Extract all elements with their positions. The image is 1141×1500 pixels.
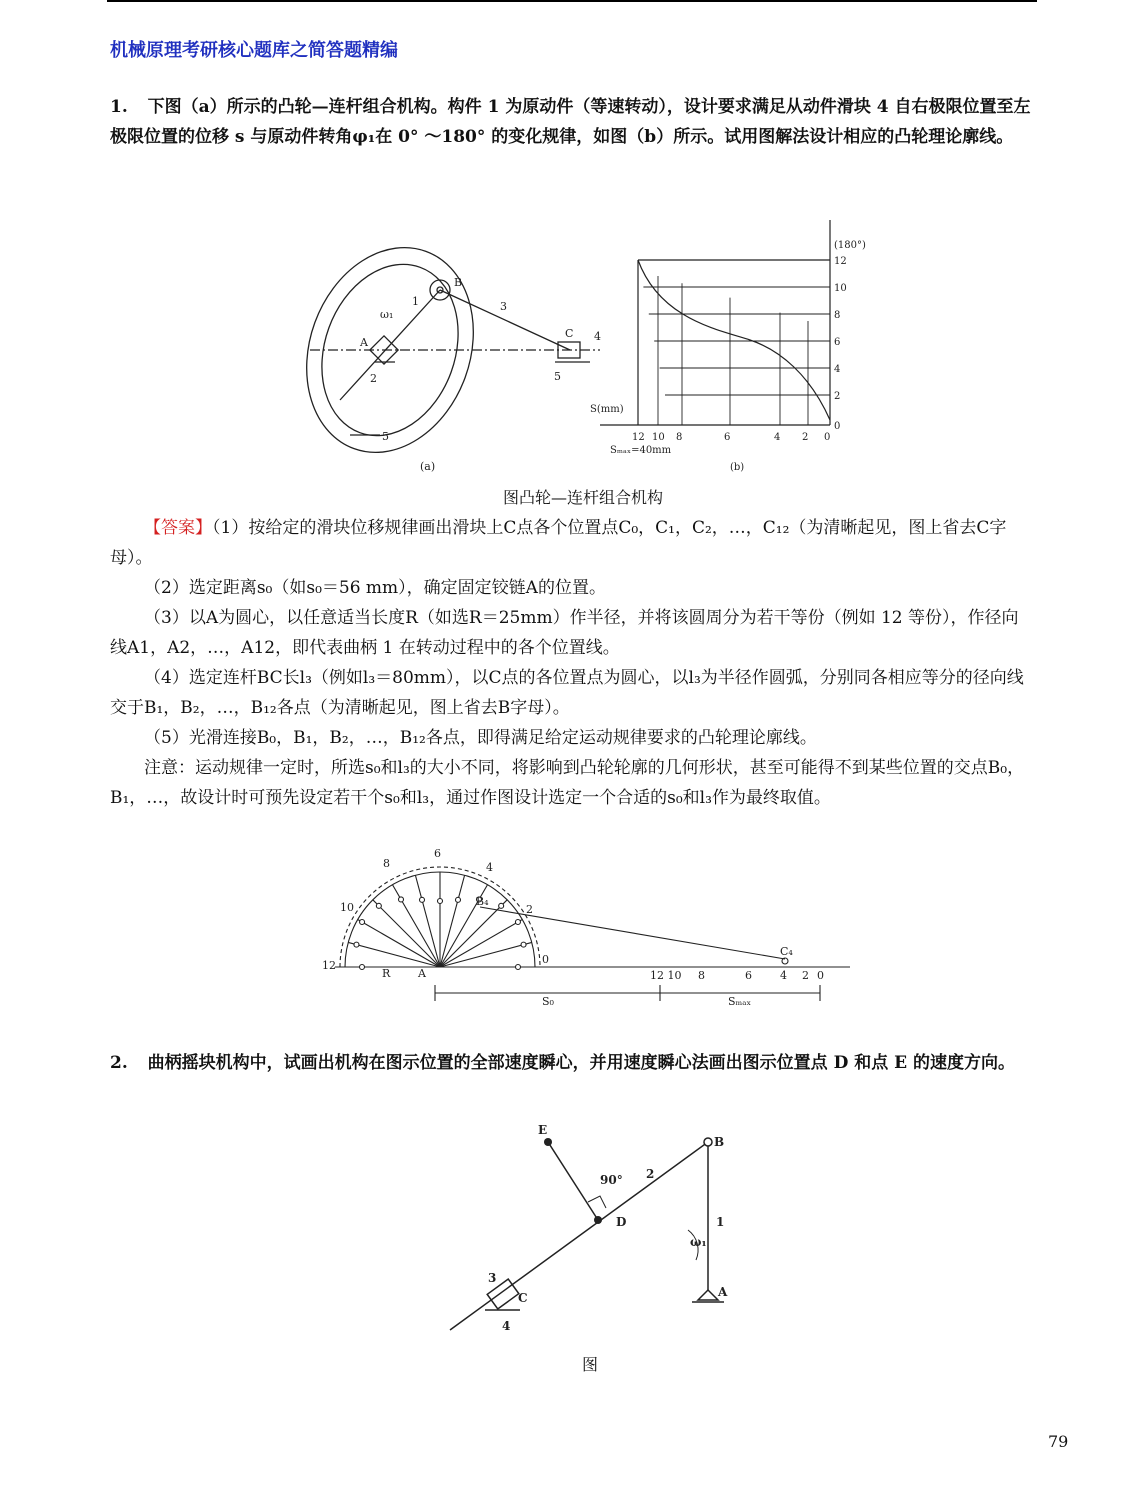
top-rule: [107, 0, 1037, 2]
answer-step-5: （5）光滑连接B₀，B₁，B₂，…，B₁₂各点，即得满足给定运动规律要求的凸轮理论廓线。: [144, 728, 817, 748]
fig2-cam-point: [499, 903, 504, 908]
fig2-label-2: 2: [526, 903, 533, 916]
answer-step-2: （2）选定距离s₀（如s₀＝56 mm），确定固定铰链A的位置。: [144, 578, 606, 598]
fig2-cam-point: [438, 899, 443, 904]
fig1-x-tick: 12: [632, 432, 645, 443]
fig2-label-A: A: [418, 967, 426, 980]
fig1-y-tick: 12: [834, 256, 847, 267]
fig1-y-tick: 2: [834, 391, 841, 402]
fig2-tick-4: 4: [780, 969, 787, 982]
fig2-ray: [348, 942, 440, 967]
fig1-x-tick: 0: [824, 432, 831, 443]
fig1-x-tick: 8: [676, 432, 683, 443]
fig1-label-4: 4: [594, 330, 601, 343]
question-1-number: 1.: [110, 97, 128, 117]
answer-step-1: （1）按给定的滑块位移规律画出滑块上C点各个位置点C₀，C₁，C₂，…，C₁₂（为清晰起见，图上省去C字母）。: [110, 518, 1007, 568]
fig1-label-A: A: [360, 336, 368, 349]
answer-tag: 【答案】: [144, 518, 212, 538]
fig1-label-5b: 5: [382, 430, 389, 443]
fig2-tick-6: 6: [745, 969, 752, 982]
fig2-cam-point: [515, 920, 520, 925]
answer-block: [110, 513, 1035, 813]
fig2-cam-point: [360, 920, 365, 925]
fig1-s-label: S(mm): [590, 404, 624, 415]
fig2-label-10: 10: [340, 901, 354, 914]
fig1-y-tick: 8: [834, 310, 841, 321]
fig2-label-12: 12: [322, 959, 336, 972]
fig2-label-6: 6: [434, 847, 441, 860]
answer-note: 注意：运动规律一定时，所选s₀和l₃的大小不同，将影响到凸轮轮廓的几何形状，甚至可能得不到某些位置的交点B₀，B₁，…，故设计时可预先设定若干个s₀和l₃，通过作图设计选定一个合适的s₀和l₃作为最终取值。: [110, 758, 1025, 808]
fig2-cam-point: [376, 903, 381, 908]
fig3-label-D: D: [616, 1215, 627, 1229]
fig1-label-B: B: [454, 276, 463, 289]
fig2-cam-point: [521, 942, 526, 947]
fig3-label-4: 4: [502, 1319, 511, 1333]
fig3-label-1: 1: [716, 1215, 725, 1229]
fig3-label-B: B: [714, 1135, 725, 1149]
fig1-x-tick: 4: [774, 432, 781, 443]
fig2-tick-12-10: 12 10: [650, 969, 682, 982]
question-1-text: 下图（a）所示的凸轮—连杆组合机构。构件 1 为原动件（等速转动），设计要求满足从动件滑块 4 自右极限位置至左极限位置的位移 s 与原动件转角φ₁在 0° ～180° 的变化规律，如图（b）所示。试用图解法设计相应的凸轮理论廓线。: [110, 97, 1031, 147]
fig2-label-B4: B₄: [476, 895, 489, 908]
question-2-text: 曲柄摇块机构中，试画出机构在图示位置的全部速度瞬心，并用速度瞬心法画出图示位置点 D 和点 E 的速度方向。: [147, 1053, 1016, 1073]
fig2-label-R: R: [382, 967, 391, 980]
fig1-label-C: C: [565, 327, 574, 340]
question-2: [110, 1048, 1035, 1078]
fig3-label-E: E: [538, 1123, 548, 1137]
fig2-cam-point: [399, 897, 404, 902]
answer-step-4: （4）选定连杆BC长l₃（例如l₃＝80mm），以C点的各位置点为圆心，以l₃为半径作圆弧，分别同各相应等分的径向线交于B₁，B₂，…，B₁₂各点（为清晰起见，图上省去B字母）。: [110, 668, 1024, 718]
figure-1-caption: 图凸轮—连杆组合机构: [503, 488, 664, 507]
fig2-smax: Sₘₐₓ: [728, 995, 752, 1008]
fig1-caption-a: (a): [420, 460, 436, 473]
fig2-cam-point: [360, 965, 365, 970]
fig3-label-3: 3: [488, 1271, 497, 1285]
fig1-caption-b: (b): [730, 462, 745, 473]
fig1-y-tick: 4: [834, 364, 841, 375]
question-1: [110, 92, 1035, 152]
fig1-y-tick: 0: [834, 421, 841, 432]
fig1-axis-top: (180°): [834, 240, 866, 251]
fig3-label-omega: ω₁: [690, 1235, 707, 1249]
figure-1-cam-linkage: [300, 210, 900, 485]
fig3-label-2: 2: [646, 1167, 655, 1181]
fig1-label-2: 2: [370, 372, 377, 385]
answer-step-3: （3）以A为圆心，以任意适当长度R（如选R＝25mm）作半径，并将该圆周分为若干等份（例如 12 等份），作径向线A1，A2，…，A12，即代表曲柄 1 在转动过程中的各个位置线。: [110, 608, 1019, 658]
fig1-label-3: 3: [500, 300, 507, 313]
fig1-label-1: 1: [412, 295, 419, 308]
fig2-label-0: 0: [542, 953, 549, 966]
fig1-label-5a: 5: [554, 370, 561, 383]
fig1-x-tick: 6: [724, 432, 731, 443]
fig3-label-90: 90°: [600, 1173, 623, 1187]
fig2-tick-2: 2: [802, 969, 809, 982]
fig2-ray: [440, 942, 532, 967]
fig1-smax: Sₘₐₓ=40mm: [610, 445, 672, 456]
figure-2-construction: [320, 845, 860, 1020]
page-header: 机械原理考研核心题库之简答题精编: [110, 40, 398, 61]
figure-3-caption: 图: [582, 1355, 599, 1374]
fig2-label-8: 8: [383, 857, 390, 870]
page-number: 79: [1048, 1432, 1069, 1451]
fig1-y-tick: 6: [834, 337, 841, 348]
fig1-x-tick: 10: [652, 432, 665, 443]
fig1-x-tick: 2: [802, 432, 809, 443]
fig2-s0: S₀: [542, 995, 554, 1008]
fig2-cam-point: [455, 897, 460, 902]
question-2-number: 2.: [110, 1053, 128, 1073]
fig1-y-tick: 10: [834, 283, 847, 294]
fig2-tick-0: 0: [817, 969, 824, 982]
figure-3-mechanism: [440, 1120, 760, 1340]
fig2-label-C4: C₄: [780, 945, 793, 958]
fig2-cam-point: [516, 965, 521, 970]
fig2-cam-point: [354, 942, 359, 947]
fig2-ray: [440, 875, 465, 967]
fig2-cam-point: [420, 897, 425, 902]
fig3-label-A: A: [718, 1285, 728, 1299]
fig2-label-4: 4: [486, 861, 493, 874]
fig3-label-C: C: [518, 1291, 528, 1305]
fig1-label-omega: ω₁: [380, 308, 394, 321]
fig2-ray: [415, 875, 440, 967]
fig2-tick-8: 8: [698, 969, 705, 982]
